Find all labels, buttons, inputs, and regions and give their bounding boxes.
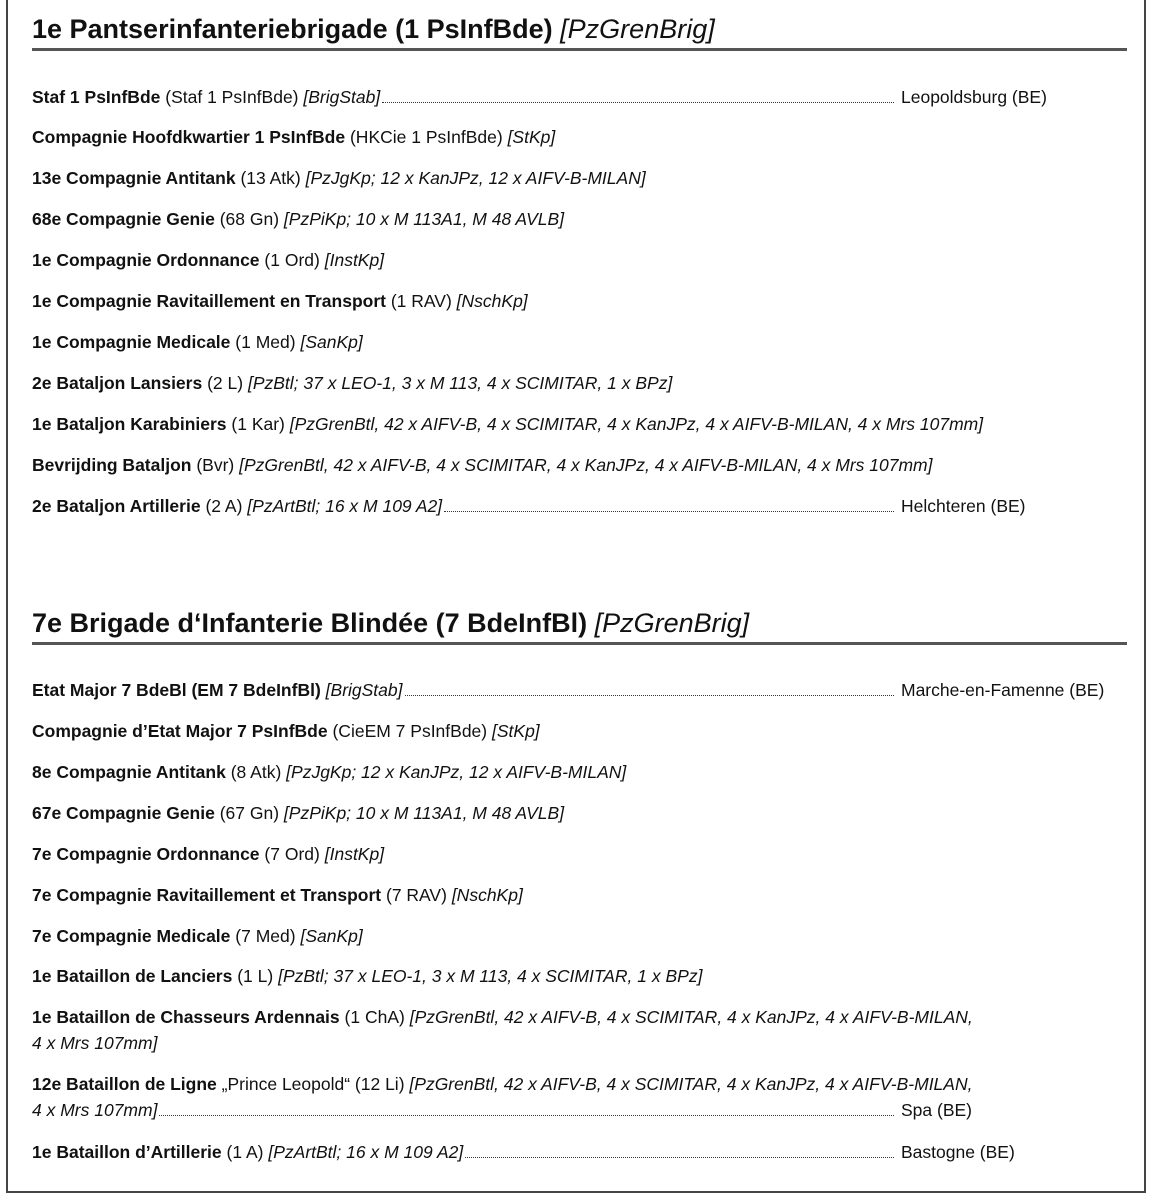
unit-entry: 1e Bataillon d’Artillerie (1 A) [PzArtBtl; 16 x M 109 A2] Bastogne (BE): [32, 1139, 896, 1165]
unit-entry: 7e Compagnie Ravitaillement et Transport (7 RAV) [NschKp]: [32, 885, 523, 905]
unit-location: Bastogne (BE): [901, 1142, 1015, 1162]
section-title: 1e Pantserinfanteriebrigade (1 PsInfBde) [PzGrenBrig]: [32, 14, 715, 44]
unit-entry: 12e Bataillon de Ligne „Prince Leopold“ (12 Li) [PzGrenBtl, 42 x AIFV-B, 4 x SCIMITAR, 4 x KanJPz, 4 x AIFV-B-MILAN, 4 x Mrs 107mm] Spa (BE): [32, 1071, 972, 1123]
unit-location: Leopoldsburg (BE): [901, 87, 1047, 107]
unit-entry: 7e Compagnie Medicale (7 Med) [SanKp]: [32, 926, 363, 946]
unit-location: Helchteren (BE): [901, 496, 1026, 516]
dot-leader: [405, 694, 894, 696]
unit-entry: 1e Compagnie Ordonnance (1 Ord) [InstKp]: [32, 250, 385, 270]
brigade-section-7: [32, 606, 1155, 1162]
brigade-section-1: [32, 12, 1155, 516]
unit-location: Spa (BE): [901, 1100, 972, 1120]
unit-entry: 2e Bataljon Lansiers (2 L) [PzBtl; 37 x LEO-1, 3 x M 113, 4 x SCIMITAR, 1 x BPz]: [32, 373, 673, 393]
unit-entry: Staf 1 PsInfBde (Staf 1 PsInfBde) [BrigStab] Leopoldsburg (BE): [32, 84, 896, 110]
section-divider: [32, 642, 1127, 645]
section-title: 7e Brigade d‘Infanterie Blindée (7 BdeInfBl) [PzGrenBrig]: [32, 608, 750, 638]
unit-entry: 68e Compagnie Genie (68 Gn) [PzPiKp; 10 x M 113A1, M 48 AVLB]: [32, 209, 565, 229]
unit-entry: 8e Compagnie Antitank (8 Atk) [PzJgKp; 12 x KanJPz, 12 x AIFV-B-MILAN]: [32, 762, 627, 782]
section-divider: [32, 48, 1127, 51]
unit-entry: Bevrijding Bataljon (Bvr) [PzGrenBtl, 42 x AIFV-B, 4 x SCIMITAR, 4 x KanJPz, 4 x AIFV-B-MILAN, 4 x Mrs 107mm]: [32, 455, 933, 475]
unit-location: Marche-en-Famenne (BE): [901, 680, 1105, 700]
dot-leader: [159, 1114, 894, 1116]
unit-entry: 67e Compagnie Genie (67 Gn) [PzPiKp; 10 x M 113A1, M 48 AVLB]: [32, 803, 565, 823]
unit-entry: Etat Major 7 BdeBl (EM 7 BdeInfBl) [BrigStab] Marche-en-Famenne (BE): [32, 677, 896, 703]
unit-entry: 1e Compagnie Medicale (1 Med) [SanKp]: [32, 332, 363, 352]
unit-entry: 1e Compagnie Ravitaillement en Transport (1 RAV) [NschKp]: [32, 291, 528, 311]
unit-entry: Compagnie Hoofdkwartier 1 PsInfBde (HKCie 1 PsInfBde) [StKp]: [32, 127, 556, 147]
unit-entry: 1e Bataillon de Chasseurs Ardennais (1 ChA) [PzGrenBtl, 42 x AIFV-B, 4 x SCIMITAR, 4 x KanJPz, 4 x AIFV-B-MILAN, 4 x Mrs 107mm]: [32, 1007, 973, 1053]
unit-entry: Compagnie d’Etat Major 7 PsInfBde (CieEM 7 PsInfBde) [StKp]: [32, 721, 540, 741]
dot-leader: [382, 101, 894, 103]
unit-entry: 13e Compagnie Antitank (13 Atk) [PzJgKp; 12 x KanJPz, 12 x AIFV-B-MILAN]: [32, 168, 646, 188]
unit-entry: 1e Bataillon de Lanciers (1 L) [PzBtl; 37 x LEO-1, 3 x M 113, 4 x SCIMITAR, 1 x BPz]: [32, 966, 703, 986]
unit-entry: 7e Compagnie Ordonnance (7 Ord) [InstKp]: [32, 844, 385, 864]
dot-leader: [444, 510, 894, 512]
dot-leader: [465, 1156, 894, 1158]
unit-entry: 2e Bataljon Artillerie (2 A) [PzArtBtl; 16 x M 109 A2] Helchteren (BE): [32, 493, 896, 519]
unit-entry: 1e Bataljon Karabiniers (1 Kar) [PzGrenBtl, 42 x AIFV-B, 4 x SCIMITAR, 4 x KanJPz, 4 x AIFV-B-MILAN, 4 x Mrs 107mm]: [32, 414, 984, 434]
